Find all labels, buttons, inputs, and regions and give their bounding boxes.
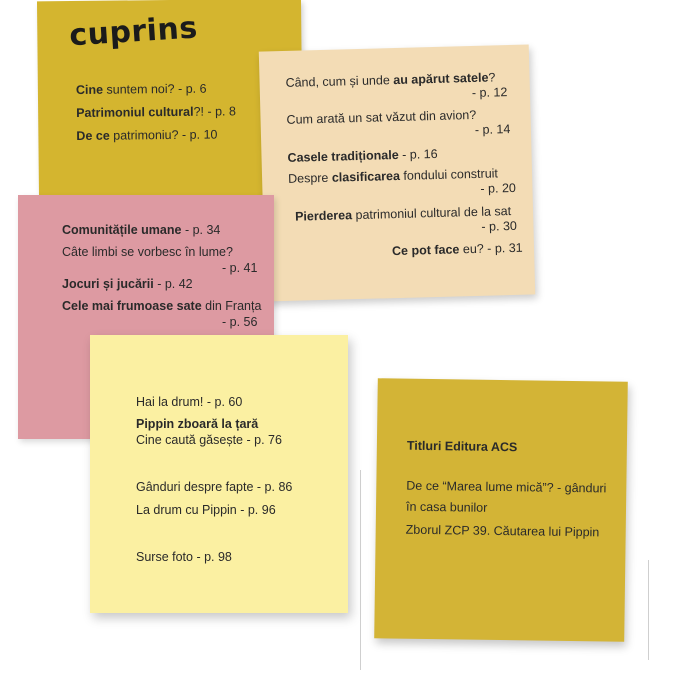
toc-page: - p. 56 [222, 315, 258, 329]
toc-entry-text: Despre [287, 170, 333, 186]
toc-entry-text: ?! - p. 8 [193, 104, 236, 119]
toc-entry-bold: clasificarea [331, 168, 401, 185]
toc-entry-bold: Casele tradiționale [287, 147, 399, 165]
title-entry[interactable]: Zborul ZCP 39. Căutarea lui Pippin [405, 522, 600, 540]
section-heading: Titluri Editura ACS [406, 438, 518, 455]
toc-entry[interactable] [285, 70, 495, 90]
toc-page: - p. 41 [222, 261, 258, 275]
toc-entry-text: - p. 42 [153, 277, 193, 291]
sticky-note-publisher [374, 378, 628, 641]
toc-page: - p. 14 [474, 122, 511, 137]
toc-entry-bold: Cele mai frumoase sate [62, 299, 202, 313]
toc-entry-text: patrimoniul cultural de la sat [351, 204, 512, 223]
toc-entry-bold: Patrimoniul cultural [76, 104, 194, 120]
toc-entry-bold: Ce pot face [391, 242, 460, 259]
toc-entry-text: - p. 34 [181, 223, 221, 237]
toc-entry[interactable] [288, 166, 498, 186]
toc-entry-text: - p. 16 [398, 146, 438, 162]
toc-page: - p. 20 [480, 180, 517, 196]
toc-entry[interactable] [76, 104, 236, 121]
toc-entry-text: Cum arată un sat văzut din avion? [286, 107, 477, 127]
toc-entry-text: ? [488, 70, 496, 85]
title-entry[interactable]: în casa bunilor [405, 499, 488, 515]
toc-entry-bold: Cine [75, 82, 104, 97]
toc-entry[interactable]: Cine caută găsește - p. 76 [136, 433, 282, 447]
toc-entry-bold: au apărut satele [393, 70, 489, 88]
toc-entry-text: patrimoniu? - p. 10 [109, 127, 218, 143]
toc-entry-text: Câte limbi se vorbesc în lume? [62, 245, 233, 259]
page-title: cuprins [68, 10, 199, 54]
toc-page: - p. 30 [481, 218, 518, 234]
toc-entry-bold: Pierderea [294, 208, 353, 224]
toc-entry[interactable]: Pippin zboară la țară [136, 417, 259, 431]
toc-page: - p. 12 [471, 85, 508, 101]
toc-entry[interactable] [62, 277, 193, 292]
toc-entry[interactable] [392, 241, 523, 259]
sticky-note-village [259, 45, 535, 302]
toc-entry[interactable] [76, 128, 217, 144]
title-entry[interactable]: De ce “Marea lume mică”? - gânduri [406, 478, 607, 496]
toc-entry[interactable] [286, 108, 476, 128]
toc-entry-bold: Comunitățile umane [62, 223, 182, 237]
toc-entry-bold: De ce [76, 128, 110, 143]
divider-line [648, 560, 649, 660]
toc-entry-text: eu? - p. 31 [459, 240, 523, 257]
toc-entry[interactable] [62, 223, 220, 238]
toc-entry[interactable]: Hai la drum! - p. 60 [136, 395, 243, 409]
toc-entry[interactable] [62, 245, 233, 260]
toc-entry-text: fondului construit [399, 166, 499, 183]
toc-entry[interactable]: Surse foto - p. 98 [136, 550, 232, 564]
toc-entry[interactable] [62, 299, 261, 314]
divider-line [360, 470, 361, 670]
toc-entry-text: Când, cum și unde [285, 73, 394, 90]
toc-entry[interactable]: La drum cu Pippin - p. 96 [136, 503, 276, 517]
toc-entry-text: suntem noi? - p. 6 [102, 81, 207, 97]
toc-entry-bold: Jocuri și jucării [62, 277, 154, 291]
toc-entry-text: din Franța [201, 299, 262, 313]
toc-entry[interactable] [295, 204, 511, 225]
toc-entry[interactable]: Gânduri despre fapte - p. 86 [136, 480, 293, 494]
toc-entry[interactable] [287, 147, 437, 166]
sticky-note-journey [90, 335, 348, 613]
toc-entry[interactable] [76, 82, 207, 98]
